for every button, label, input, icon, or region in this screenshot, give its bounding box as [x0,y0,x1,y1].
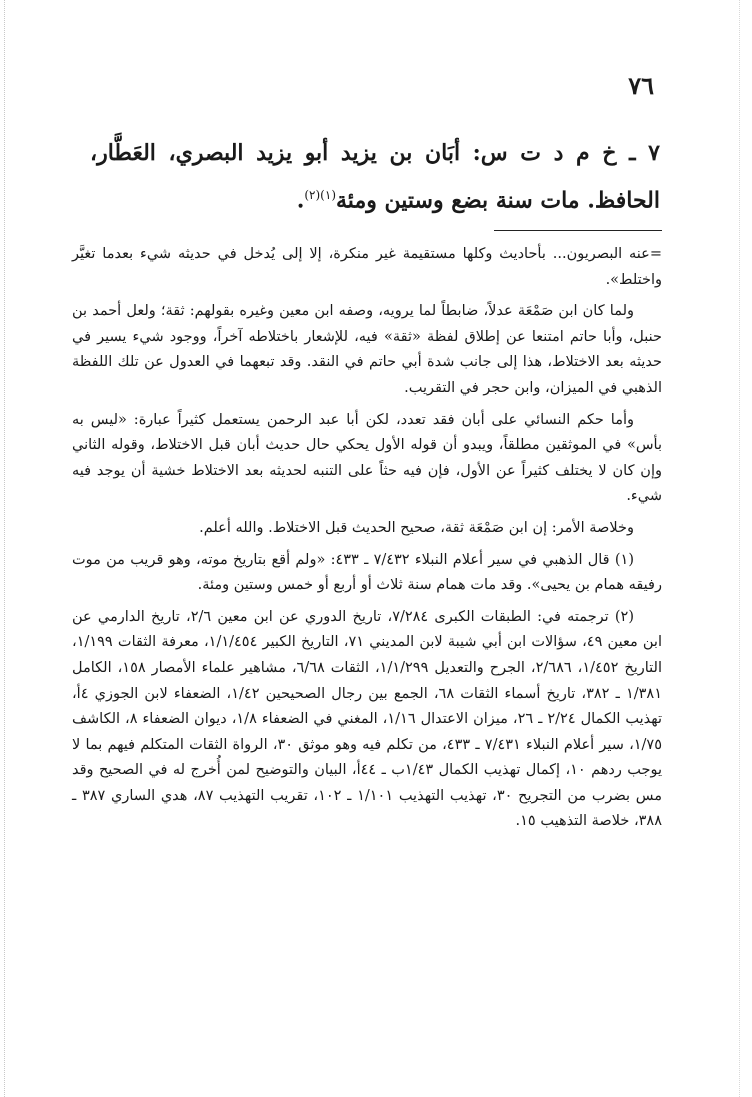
footnote-paragraph: ولما كان ابن صَمْعَة عدلاً، ضابطاً لما يرويه، وصفه ابن معين وغيره بقولهم: ثقة؛ ولعل أحمد بن حنبل، وأبا حاتم امتنعا عن إطلاق لفظة «ثقة» فيه، للإشعار باختلاطه آخراً، ووجود شيء يسير في حديثه بعد الاختلاط، هذا إلى جانب شدة أبي حاتم في النقد. وقد تبعهما في العدول عن تلك اللفظة الذهبي في الميزان، وابن حجر في التقريب. [72,303,662,396]
footnote-separator [494,230,662,231]
scan-edge-right [737,0,740,1097]
page-number: ٧٦ [628,71,654,100]
footnote-refs: (١)(٢) [304,188,337,202]
footnote-paragraph: وأما حكم النسائي على أبان فقد تعدد، لكن أبا عبد الرحمن يستعمل كثيراً عبارة: «ليس به بأس» في الموثقين مطلقاً، ويبدو أن قوله الأول يحكي حال حديث أبان قبل الاختلاط، وقوله الثاني وإن كان لا يختلف كثيراً عن الأول، فإن فيه حثاً على التنبه لحديثه بعد الاختلاط خشية أن يوجد فيه شيء. [72,411,662,505]
entry-text: ٧ ـ خ م د ت س: أبَان بن يزيد أبو يزيد البصري، العَطَّار، الحافظ. مات سنة بضع وستين ومئة [90,140,660,214]
entry-end: . [296,187,305,214]
biography-entry [90,132,660,221]
scan-edge-left [4,0,7,1097]
footnote-2: (٢) ترجمته في: الطبقات الكبرى ٧/٢٨٤، تاريخ الدوري عن ابن معين ٢/٦، تاريخ الدارمي عن ابن معين ٤٩، سؤالات ابن أبي شيبة لابن المديني ٧١، التاريخ الكبير ١/١/٤٥٤، معرفة الثقات ١/١٩٩، التاريخ ١/٤٥٢، ٢/٦٨٦، الجرح والتعديل ١/١/٢٩٩، الثقات ٦/٦٨، مشاهير علماء الأمصار ١٥٨، الكامل ١/٣٨١ ـ ٣٨٢، تاريخ أسماء الثقات ٦٨، الجمع بين رجال الصحيحين ١/٤٢، الضعفاء لابن الجوزي ٤أ، تهذيب الكمال ٢/٢٤ ـ ٢٦، ميزان الاعتدال ١/١٦، المغني في الضعفاء ١/٨، ديوان الضعفاء ٨، الكاشف ١/٧٥، سير أعلام النبلاء ٧/٤٣١ ـ ٤٣٣، من تكلم فيه وهو موثق ٣٠، الرواة الثقات المتكلم فيهم بما لا يوجب ردهم ١٠، إكمال تهذيب الكمال ١/٤٣ب ـ ٤٤أ، البيان والتوضيح لمن أُخرج له في الصحيح وقد مس بضرب من التجريح ٣٠، تهذيب التهذيب ١/١٠١ ـ ١٠٢، تقريب التهذيب ٨٧، هدي الساري ٣٨٧ ـ ٣٨٨، خلاصة التذهيب ١٥. [72,608,663,830]
footnote-continuation: =عنه البصريون... بأحاديث وكلها مستقيمة غير منكرة، إلا إلى يُدخل في حديثه شيء بعدما تغيَّر واختلط». [72,246,662,288]
footnote-paragraph: وخلاصة الأمر: إن ابن صَمْعَة ثقة، صحيح الحديث قبل الاختلاط. والله أعلم. [199,519,634,536]
footnotes [72,242,662,841]
footnote-1: (١) قال الذهبي في سير أعلام النبلاء ٧/٤٣٢ ـ ٤٣٣: «ولم أقع بتاريخ موته، وهو قريب من موت رفيقه همام بن يحيى». وقد مات همام سنة ثلاث أو أربع أو خمس وستين ومئة. [72,551,662,594]
